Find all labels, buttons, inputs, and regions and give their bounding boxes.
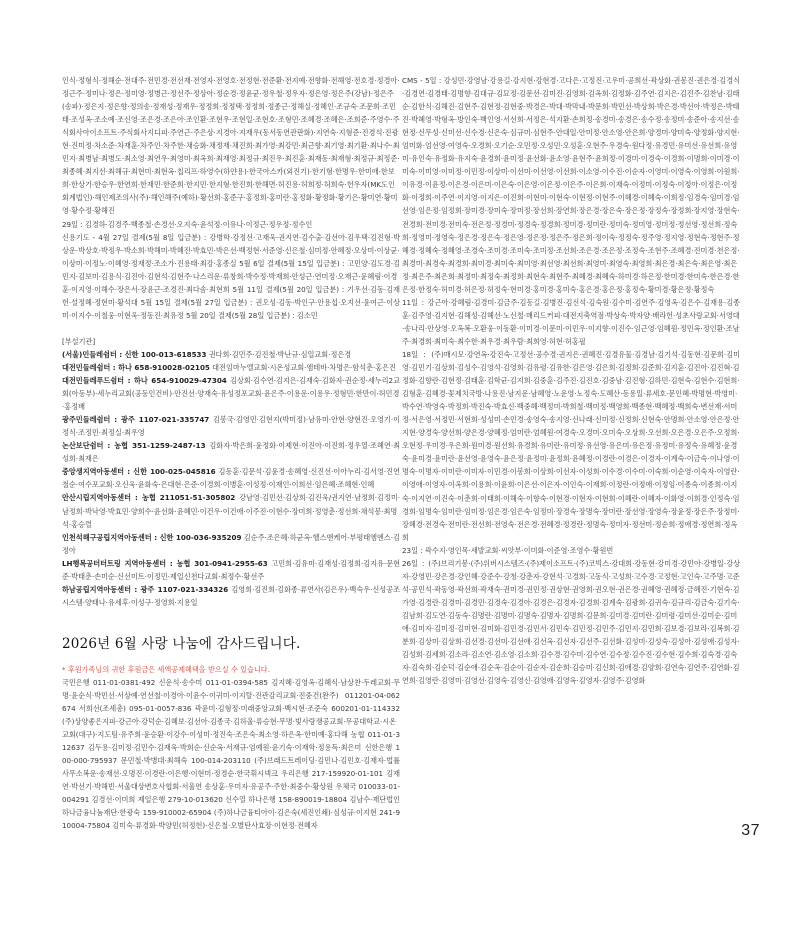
account-donors: 김봉국·김영민·김현지(박미정)·남유미·안현·양현진·오영기·이정식·조정민·최정실·최우영 [62,415,400,438]
account-donors: 김동훈·김문석·김윤경·송혜영·신진선·이아누리·김서영·진연철순·여수포교회·오신욱·윤화숙·은대현·은준·이경희·이병훈·이성정·이재인·이희선·임은혜·조혜현·인혜 [62,467,400,490]
accounts-list [62,348,400,609]
account-item [62,439,400,465]
affiliates-heading: [부설기관] [62,336,96,346]
account-item [62,491,400,530]
tax-notice: * 후원가족님의 귀한 후원금은 세액공제혜택을 받으실 수 있습니다. [62,664,270,674]
account-donors: 고민희·김유미·김재성·김정희·김지유·문현준·박태춘·손미순·신선미트·이정민·제일신천다교회·최정수·황선주 [62,558,400,581]
account-head: 광주민들레쉼터 : 광주 1107-021-335747 [62,415,210,425]
account-head: 대전민들레푸드쉼터 : 하나 654-910029-47304 [62,376,227,386]
account-donors: 강남영·김민선·김상희·김진욱/권지연·남정희·김정미·남정희·박낙영·박효민·양희수·윤선화·윤혜민·이건우·이건애·이주진·이현수·장미희·정영춘·정선희·채석봉·최명석·홍승렬 [62,493,400,529]
left-column [62,74,400,832]
account-item [62,531,400,557]
account-item [62,413,400,439]
credit-card-donors: 신용기도 - 4월 27일 결제(5월 8일 입금분) : 강병학·강정선·고재욱·권지연·김수출·김선아·김우택·김진형·박상운·박상호·박정우·박소희·박해미·박혜진·박효민·박은선·백정현·서준영·신은철·심미정·안혜정·오상미·이상균·이상미·이정노·이혜영·정재정·조소가·진용태·최강·홍종실 5월 6일 결제(5월 15일 입금분) : 고민양·김도경·김민지·김보미·김용식·김진아·김현석·김현주·나스리운·류창희·박수정·박재희·안성근·연미정·오재근·윤혜림·이경훈·이지영·이해수·장은서·장윤근·조경진·최다솜·최현희 5월 11일 결제(5월 20일 입금분) : 기우선·김동·김재헌·설정혜·정현미·황석대 5월 15일 결제(5월 27일 입금분) : 권오성·김동·박인구·안용섭·오지선·윤여근·이상미·이지수·이철웅·이현욱·정동진·최유정 5월 20일 결제(5월 28일 입금분) : 김소민 [62,232,400,320]
account-head: 대전민들레쉼터 : 하나 658-910028-02105 [62,362,210,372]
account-item [62,465,400,491]
cms-23-donors: 23일 : 곽수지·영인목·세발교회·씨앗부·이미화·이준영·조영수·황원빈 [402,545,614,555]
account-donors: 권다희·김민주·김진철·박난규·심일교회·정은경 [206,349,352,359]
account-head: (서울)민들레쉼터 : 신한 100-013-618533 [62,349,207,359]
cms-18-donors: 18일 : (주)매시모·강연옥·강진숙·고정선·공수경·권지은·권혜진·김경유물·김경남·김기석·김동현·김문희·김미영·김민기·김상희·김성수·김영석·김영희·김유령·김유한·김은영·김은희·김정희·김준희·김지훈·김진아·김진혁·김정화·김향란·김현정·김태훈·김학균·김지희·김중훈·김주진·김진호·김중남·김진형·김하민·김현숙·김현수·김현희·김형훈·김혜경·꽃제치국방·나용진·남지운·남혜영·노운영·노정숙·도혜산·동용일·류세호·문인혜·박명현·박영미·박수연·박영숙·박정희·박진숙·박효신·백중혜·백정미·박희철·백미정·백영희·백종현·백혜정·백희숙·변선재·서미정·서은영·서정민·서현희·성성미·손민경·송영숙·송지영·신나래·신미정·신정희·신현숙·안명희·안소영·안은정·안지현·양경숙·양선희·양은경·양혜정·엄미란·엄혜원·여경숙·오경미·오미숙·오상희·오선희·오은경·오은주·오정희·오현정·우미경·우은희·원미경·원선희·유경희·유미란·유미정·유선영·유은미·유은정·유정미·유정숙·유혜정·윤경숙·윤미경·윤미란·윤선영·윤영숙·윤은정·윤정미·윤정희·윤혜정·이경란·이경은·이경자·이계숙·이금숙·이나영·이명숙·이명자·이미란·이미자·이민경·이봉희·이상희·이선자·이성희·이수경·이수미·이숙희·이순영·이숙자·이영란·이영애·이영자·이옥희·이용희·이윤희·이은선·이은자·이인숙·이재희·이정란·이정애·이정임·이종숙·이종희·이지숙·이지연·이진숙·이춘희·이태희·이해숙·이향숙·이현경·이현자·이현희·이혜란·이혜자·이화영·이희경·인정숙·임경희·임명숙·임미란·임미정·임은경·임은숙·임정미·장경숙·장명숙·장미란·장선영·장영숙·장윤정·장은주·장정미·장혜경·전경숙·전미란·전선희·전영숙·전은경·전혜경·정경란·정명숙·정미자·정선미·정순희·정애경·정연희·정옥희 [402,349,740,542]
account-item [62,348,400,361]
cms-5-donors: CMS - 5일 : 강성민·강영남·강용길·강지현·강현경·고다은·고정진·고우미·공희선·곽상화·권봉진·권은경·김경식·김경연·김경태·김명향·김대규·김묘정·김문선·김미진·김영희·김옥희·김정화·김주연·김지은·김진주·김찬남·김태순·김한식·김해진·김현주·김현정·김현중·박경은·박대·박막내·박문희·박민선·박상희·박은경·박선아·박정은·박태진·박혜영·박형옥·방인숙·백인영·서선희·서정은·석지환·손희정·송경미·송경은·송수정·송정미·송준아·송지선·송현정·신무성·신미선·신수경·신은숙·심규미·심현주·안대일·안미정·안소영·안은희·양경미·양미숙·양정화·양지현·엄미화·엄선영·여영숙·오경희·오기순·오민정·오성민·오성훈·오현주·우경숙·원다정·유경민·유미선·유선희·유영미·유인숙·유정화·유지숙·윤경희·윤미정·윤선화·윤소영·윤현주·윤희정·이경미·이경숙·이경희·이명희·이미경·이미숙·이미영·이미정·이민정·이상미·이선미·이선영·이선희·이소영·이수진·이순자·이영미·이영숙·이영희·이원희·이유경·이윤정·이은경·이은미·이은숙·이은영·이은정·이은주·이은희·이재숙·이정미·이정숙·이정아·이정은·이정화·이정희·이주연·이지영·이지은·이진희·이현미·이현숙·이현정·이현주·이혜경·이혜숙·이희정·임경숙·임미경·임선영·임은정·임정희·장미경·장미숙·장미정·장선희·장연희·장은경·장은숙·장은정·장정숙·장정희·장지영·장현숙·전경희·전미경·전미숙·전은정·정경미·정경숙·정경희·정미경·정미란·정미숙·정미영·정미정·정선영·정선희·정숙희·정영미·정영숙·정은경·정은숙·정은영·정은정·정은주·정은희·정이숙·정정숙·정주영·정지영·정현숙·정현주·정혜경·정혜숙·정혜영·조경숙·조미경·조미숙·조미정·조선희·조은경·조은정·조정숙·조현주·조혜경·진미경·천은정·최경미·최경숙·최경희·최미경·최미숙·최미영·최선영·최선희·최영미·최영숙·최영희·최은경·최은숙·최은영·최은정·최은주·최은희·최정미·최정숙·최정희·최현숙·최현주·최혜경·최혜숙·하미경·하은정·한미경·한미숙·한은경·한은정·한정숙·허미경·허은정·허정숙·현미경·홍미경·홍미숙·홍은경·홍은정·홍정숙·황미경·황은정·황정숙 [402,76,740,294]
bank-donor-list: 국민은행 011-01-0381-492 신운석·송수미 011-01-0394-585 김지혜·김영옥·김혜식·남상찬·두레교회·무명·윤순식·박민선·서상예·연선철·이경아·이윤수·이귀미·이지탈·진관감리교회·진중건(완주) 011201-04-062674 서희선(조세총) 095-01-0057-836 곽윤미·김형정·미래중앙교회·백시현·조준숙 600201-01-114332 (주)상양좋은지파·강근아·강덕순·김혜보·김선아·김종국·김하울·류승현·무명·빛사랑쟁공교회·무공대학교·시온교회(대구)·지도팀·유주희·윤승환·이강수·이성미·정진숙·조은숙·최소영·하은옥·한미예·홍다해 농협 011-01-312637 김두용·김미정·김민수·김재욱·박희순·신순옥·서재규·엄예원·윤기숙·이재학·정용득·최은미 신한은행 100-000-795937 문민철·박병대·최해숙 100-014-203110 (주)브래드트레이딩·김민나·김민호·김재자·법률사무소복운·송재선·오명진·이경란·이은행·이현미·정경순·한국휘시넥크 우리은행 217-159920-01-101 김재연·박선기·박해빈·서울대상변호사협회·서울연 송상훈·우미자·유공주·주한·최중수·황상원 우체국 010033-01-004291 김경선·이미희 제일은행 279-10-013620 신수열 하나은행 158-890019-18804 김남수·재단법인 하나금융나눔재단·한광숙 159-910002-65904 (주)하나금융티아이·김은숙(세진인쇄)·심성규·이지현 241-910004-75804 김미숙·류경화·박양민(허정헌)·신은철·오별탄사효장·이현정·전혜자 [62,677,400,831]
section-gap [62,322,400,335]
account-donors: 김상회·김수연·김지은·김재숙·김화자·권순정·세누리2교회(아동부)·세누리교회(공동인건비)·안진선·양재숙·유성정포교회·윤은주·이용운·이용우·정형민·한만이·허민경·홍정배 [62,376,400,412]
donor-list-29: 29일 : 김경하·김경주·백종철·손경선·오지숙·윤석정·이유나·이정근·정우정·정수인 [62,219,313,229]
account-item [62,361,400,374]
account-head: LH행복공터터트링 지역아동센터 : 농협 301-0941-2955-63 [62,558,268,568]
right-column [402,74,740,687]
account-donors: 대전임마누엘교회·시온성교회·엠테바·차명은·함석춘·홍은진 [209,362,396,372]
account-head: 인천석해구공립지역아동센터 : 신한 100-036-935209 [62,532,242,542]
account-donors: 김화자·박은희·윤정화·이제현·이진아·이진희·정우열·조혜연·최성희·최재은 [62,441,401,464]
cms-26-donors: 26일 : (주)브리기봉·(주)위버시스템즈·(주)제이소프트·(주)코빅스·강대희·강동현·강미경·강민아·강병일·강상자·강영민·강은경·강인혜·강준수·강청·강춘자·강현석·고경희·고동식·고성희·고수경·고정현·고인숙·고주명·고준석·공민석·곽동영·곽선희·곽재숙·권미경·권민정·권상현·권영희·권오현·권은경·권혜영·권혜정·금혜진·기현숙·김가영·김경란·김경미·김경민·김경숙·김경아·김경은·김경자·김경희·김계숙·김광희·김귀숙·김규리·김금숙·김기숙·김남희·김도연·김동숙·김명란·김명미·김명숙·김명자·김명희·김문희·김미경·김미란·김미령·김미선·김미순·김미애·김미자·김미정·김미현·김미화·김민경·김민서·김민숙·김민정·김민주·김민지·김민희·김보경·김보라·김복희·김분희·김상미·김상희·김선경·김선미·김선애·김선옥·김선자·김선주·김선화·김성미·김성숙·김성아·김성애·김성자·김성희·김세희·김소라·김소연·김소영·김소희·김수경·김수미·김수연·김수정·김수진·김수현·김수희·김숙경·김숙자·김숙희·김순덕·김순애·김순옥·김순이·김순자·김순희·김승미·김신희·김애경·김양희·김연숙·김연주·김연화·김연희·김영란·김영미·김영선·김영숙·김영신·김영애·김영옥·김영자·김영주·김영화 [402,558,740,686]
account-head: 안산시립지역아동센터 : 농협 211051-51-305802 [62,493,236,503]
account-item [62,557,400,583]
account-head: 하남공립지역아동센터 : 광주 1107-021-334326 [62,584,229,594]
account-head: 중앙생지역아동센터 : 신한 100-025-045816 [62,467,216,477]
account-item [62,583,400,609]
thanks-title: 2026년 6월 사랑 나눔에 감사드립니다. [62,635,301,652]
page-number: 37 [741,822,760,839]
donor-list-text: 인식·정형식·정해순·전대주·전민경·전선재·전영자·전영호·전정현·전준환·전지예·전향화·전해영·전호경·정경아·정근주·정미나·정은·정미영·정병근·정선주·정상아·정순경·정윤균·정우철·정우자·정은영·정은주(강남)·정은주(송파)·정은지·정은향·정의송·정재성·정재우·정정희·정정택·정정희·정종근·정해실·정혜인·조규숙·조문희·조민태·조성옥·조소예·조신영·조은경·조은아·조인환·조현우·조현일·조현호·조형민·조혜경·조혜은·조희준·주영수·주식회사아이소프트·주식회사지디피·주연근·주은상·지경아·지재우(동서동연관판화)·지연숙·지형준·진경석·진광현·진미정·차소준·차재훈·차주인·차주한·채승화·채정재·채진희·최가영·최강민·최근향·최기영·최기환·최나수·최민지·최병남·최병도·최소영·최연우·최영미·최옥희·최재영·최정규·최진우·최진훈·최재동·최재형·최정규·최정준·최종혜·최지선·최해규·최현미·최현옥·칩리프·하영수(하얀용)·한국아스카(외진기)·한기형·한명우·한미애·한보희·한상기·한승우·한연희·한재민·한준희·한지민·한지형·한진희·한해면·허진용·허희정·허희숙·헌우자(MK도인회계법인)·해인제조의사(주)·해인해주(예하)·황선희·홍준구·홍정희·홍미란·홍정화·황정화·황기은·황미연·황미영·황수정·황해진 [62,76,400,216]
account-item [62,374,400,413]
cms-11-donors: 11일 : 강근아·강혜림·김경미·김금주·김동길·김병진·김신석·김숙원·김수미·김연주·김영옥·김은수·김재용·김종훈·김주영·김지현·김해성·김혜선·노신철·매리드커피·대전지축역점·박상숙·박자양·배라헌·성초사랑교회·서영대·송나리·안상영·오옥복·오환웅·이동환·이미경·이문미·이민우·이지향·이진수·임근영·임혜원·정민옥·정인환·조남주·최경희·최미숙·최수한·최우경·최우람·최희영·허현·허홍필 [402,297,740,346]
account-donors: 김영희·김진희·김화종·류연사(김은우)·백숙우·신성공조시스템·양태나·유세후·이성구·정영희·지용일 [62,584,400,607]
account-donors: 김순주·조은혜·하균옥·헬스앤케어·부평태엠엔스·김정아 [62,532,400,555]
account-head: 논산보단쉼터 : 농협 351-1259-2487-13 [62,441,206,451]
